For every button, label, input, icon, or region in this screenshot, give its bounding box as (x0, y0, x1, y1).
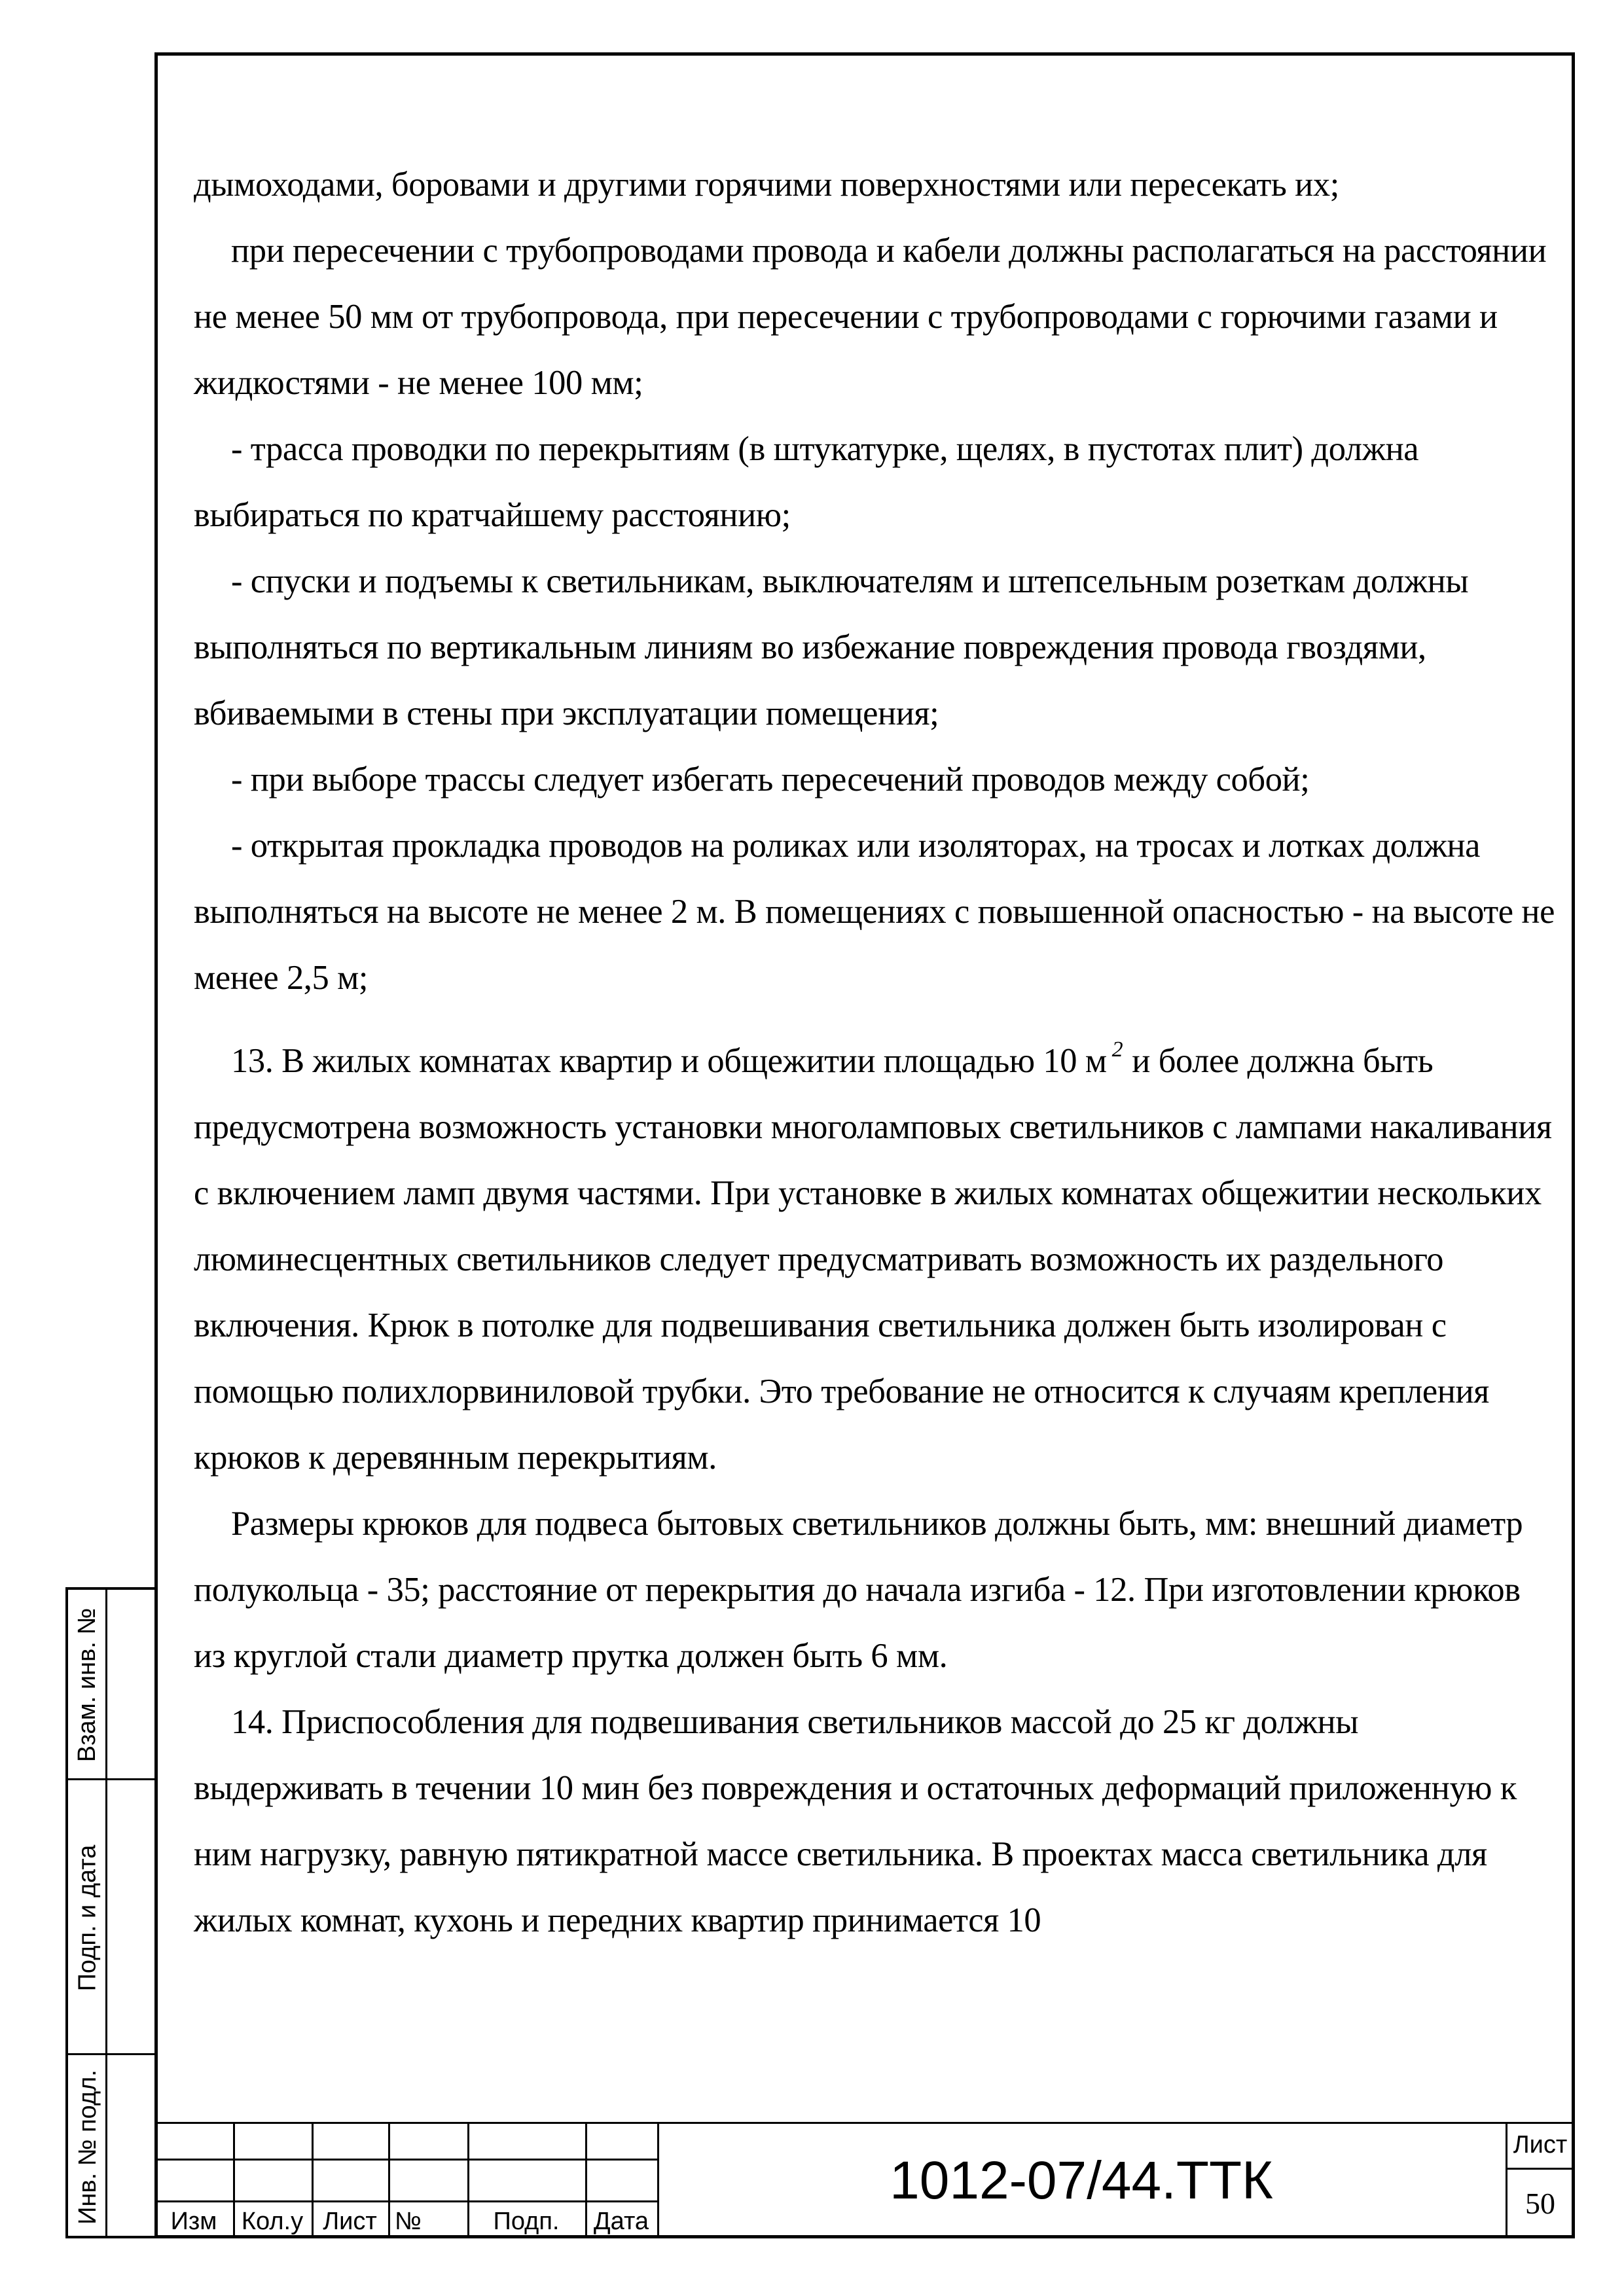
inv-podl-label: Инв. № подл. (73, 2069, 101, 2225)
document-body (194, 152, 1555, 1954)
col-podp: Подп. (493, 2207, 560, 2235)
paragraph-6: - открытая прокладка проводов на роликах или изоляторах, на тросах и лотках должна выполняться на высоте не менее 2 м. В помещениях с повышенной опасностью - на высоте не менее 2,5 м; (194, 827, 1555, 997)
side-stamp (65, 1587, 158, 2238)
paragraph-13-start: 13. В жилых комнатах квартир и общежитии площадью 10 м (231, 1042, 1107, 1080)
paragraph-4: - спуски и подъемы к светильникам, выключателям и штепсельным розеткам должны выполняться по вертикальным линиям во избежание повреждения провода гвоздями, вбиваемыми в стены при эксплуатации помещения; (194, 562, 1469, 732)
col-kolu: Кол.у (241, 2207, 304, 2235)
paragraph-2: при пересечении с трубопроводами провода и кабели должны располагаться на расстоянии не менее 50 мм от трубопровода, при пересечении с трубопроводами с горючими газами и жидкостями - не менее 100 мм; (194, 232, 1547, 402)
paragraph-13-end: и более должна быть предусмотрена возможность установки многоламповых светильников с лампами накаливания с включением ламп двумя частями. При установке в жилых комнатах общежитии нескольких люминесцентных светильников следует предусматривать возможность их раздельного включения. Крюк в потолке для подвешивания светильника должен быть изолирован с помощью полихлорвиниловой трубки. Это требование не относится к случаям крепления крюков к деревянным перекрытиям. (194, 1042, 1552, 1477)
sheet-number: 50 (1525, 2186, 1555, 2220)
document-number: 1012-07/44.ТТК (890, 2151, 1273, 2210)
col-list: Лист (323, 2207, 377, 2235)
paragraph-14: 14. Приспособления для подвешивания светильников массой до 25 кг должны выдерживать в течении 10 мин без повреждения и остаточных деформаций приложенную к ним нагрузку, равную пятикратной массе светильника. В проектах масса светильника для жилых комнат, кухонь и передних квартир принимается 10 (194, 1703, 1517, 1939)
paragraph-1: дымоходами, боровами и другими горячими поверхностями или пересекать их; (194, 166, 1339, 204)
title-block (154, 2122, 1575, 2238)
square-superscript: 2 (1111, 1037, 1123, 1062)
paragraph-3: - трасса проводки по перекрытиям (в штукатурке, щелях, в пустотах плит) должна выбираться по кратчайшему расстоянию; (194, 430, 1419, 534)
col-num: № (395, 2207, 422, 2235)
sheet-label: Лист (1513, 2130, 1568, 2159)
col-izm: Изм (170, 2207, 217, 2235)
paragraph-5: - при выборе трассы следует избегать пересечений проводов между собой; (231, 761, 1310, 798)
vzam-inv-label: Взам. инв. № (73, 1607, 101, 1763)
paragraph-13 (194, 1028, 1555, 1491)
col-data: Дата (593, 2207, 649, 2235)
podp-data-label: Подп. и дата (73, 1844, 101, 1991)
paragraph-hook-sizes: Размеры крюков для подвеса бытовых светильников должны быть, мм: внешний диаметр полукольца - 35; расстояние от перекрытия до начала изгиба - 12. При изготовлении крюков из круглой стали диаметр прутка должен быть 6 мм. (194, 1505, 1523, 1675)
